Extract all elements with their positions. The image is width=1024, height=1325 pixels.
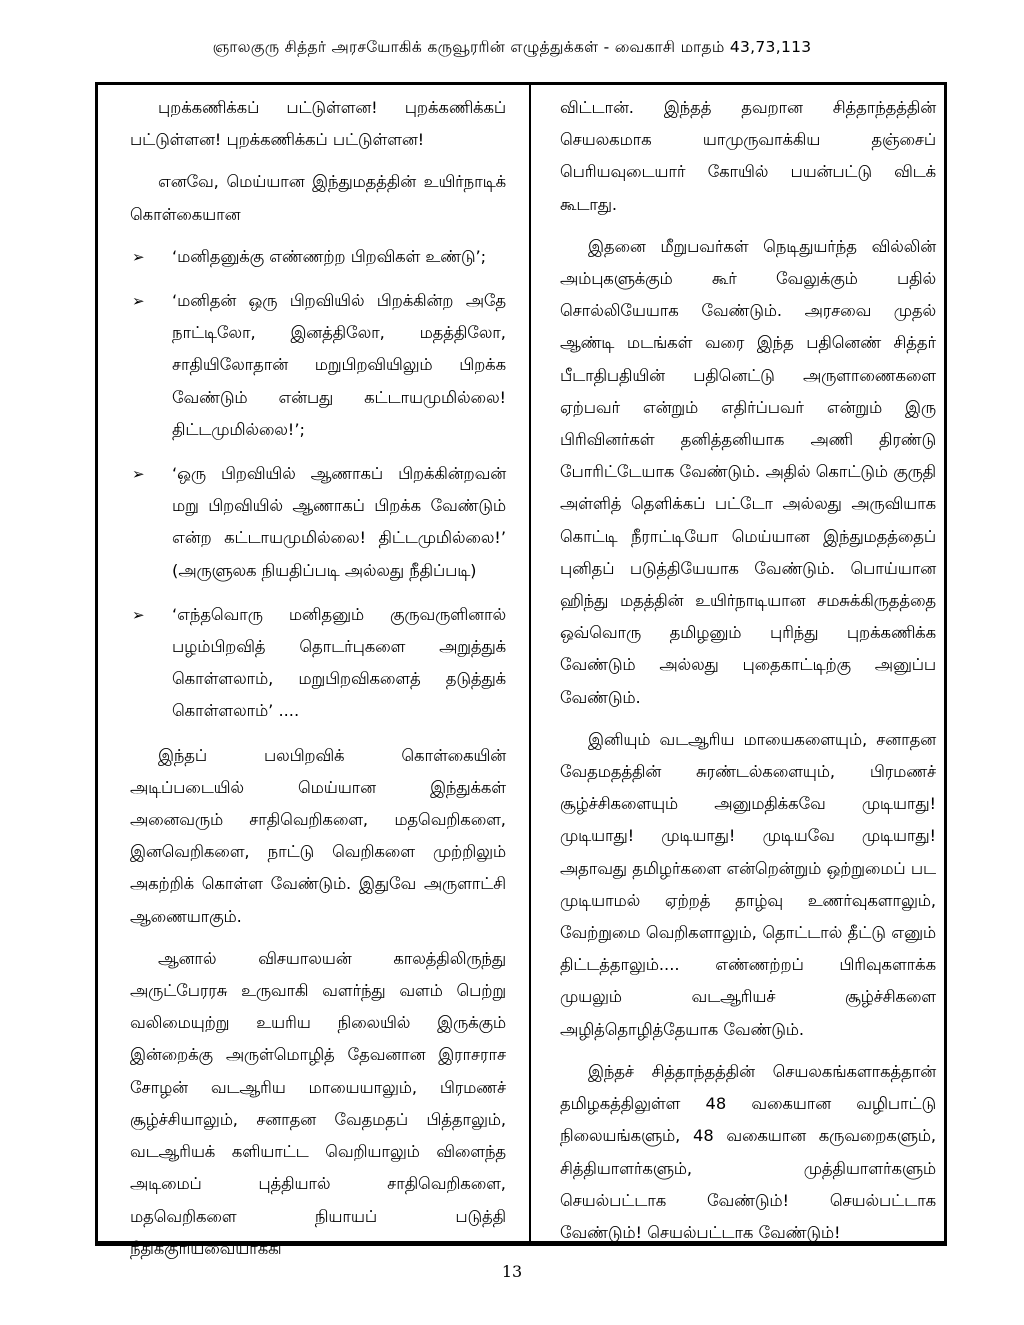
paragraph: விட்டான். இந்தத் தவறான சித்தாந்தத்தின் செயலகமாக யாமுருவாக்கிய தஞ்சைப் பெரியவுடையார் கோயில் பயன்பட்டு விடக் கூடாது. (560, 98, 936, 214)
right-column (560, 92, 936, 1259)
paragraph: இனியும் வடஆரிய மாயைகளையும், சனாதன வேதமதத்தின் சுரண்டல்களையும், பிரமணச் சூழ்ச்சிகளையும் அனுமதிக்கவே முடியாது! முடியாது! முடியாது! முடியவே முடியாது! அதாவது தமிழர்களை என்றென்றும் ஒற்றுமைப் பட முடியாமல் ஏற்றத் தாழ்வு உணர்வுகளாலும், வேற்றுமை வெறிகளாலும், தொட்டால் தீட்டு எனும் திட்டத்தாலும்.... எண்ணற்றப் பிரிவுகளாக்க முயலும் வடஆரியச் சூழ்ச்சிகளை அழித்தொழித்தேயாக வேண்டும். (560, 729, 936, 1039)
paragraph: இதனை மீறுபவர்கள் நெடிதுயர்ந்த வில்லின் அம்புகளுக்கும் கூர் வேலுக்கும் பதில் சொல்லியேயாக வேண்டும். அரசவை முதல் ஆண்டி மடங்கள் வரை இந்த பதினெண் சித்தர் பீடாதிபதியின் பதினெட்டு அருளாணைகளை ஏற்பவர் என்றும் எதிர்ப்பவர் என்றும் இரு பிரிவினர்கள் தனித்தனியாக அணி திரண்டு போரிட்டேயாக வேண்டும். அதில் கொட்டும் குருதி அள்ளித் தெளிக்கப் பட்டோ அல்லது அருவியாக கொட்டி நீராட்டியோ மெய்யான இந்துமதத்தைப் புனிதப் படுத்தியேயாக வேண்டும். பொய்யான ஹிந்து மதத்தின் உயிர்நாடியான சமசுக்கிருதத்தை ஒவ்வொரு தமிழனும் புரிந்து புறக்கணிக்க வேண்டும் அல்லது புதைகாட்டிற்கு அனுப்ப வேண்டும். (560, 236, 936, 707)
bullet-text: ‘எந்தவொரு மனிதனும் குருவருளினால் பழம்பிறவித் தொடர்புகளை அறுத்துக் கொள்ளலாம், மறுபிறவிகளைத் தடுத்துக் கொள்ளலாம்’ .... (172, 604, 506, 721)
paragraph: இந்தப் பலபிறவிக் கொள்கையின் அடிப்படையில் மெய்யான இந்துக்கள் அனைவரும் சாதிவெறிகளை, மதவெறிகளை, இனவெறிகளை, நாட்டு வெறிகளை முற்றிலும் அகற்றிக் கொள்ள வேண்டும். இதுவே அருளாட்சி ஆணையாகும். (130, 745, 506, 926)
bullet-item (130, 599, 506, 728)
arrow-bullet-icon: ➢ (132, 465, 145, 484)
bullet-text: ‘மனிதனுக்கு எண்ணற்ற பிறவிகள் உண்டு’; (172, 246, 487, 266)
page-header: ஞாலகுரு சித்தர் அரசயோகிக் கருவூரரின் எழுத்துக்கள் - வைகாசி மாதம் 43,73,113 (212, 38, 812, 56)
bullet-item (130, 285, 506, 446)
bullet-text: ‘மனிதன் ஒரு பிறவியில் பிறக்கின்ற அதே நாட்டிலோ, இனத்திலோ, மதத்திலோ, சாதியிலோதான் மறுபிறவியிலும் பிறக்க வேண்டும் என்பது கட்டாயமுமில்லை! திட்டமுமில்லை!’; (172, 291, 506, 439)
paragraph: எனவே, மெய்யான இந்துமதத்தின் உயிர்நாடிக் கொள்கையான (130, 172, 506, 224)
bullet-text: ‘ஒரு பிறவியில் ஆணாகப் பிறக்கின்றவன் மறு பிறவியில் ஆணாகப் பிறக்க வேண்டும் என்ற கட்டாயமுமில்லை! திட்டமுமில்லை!’ (அருளுலக நியதிப்படி அல்லது நீதிப்படி) (172, 464, 506, 580)
bullet-item (130, 458, 506, 587)
arrow-bullet-icon: ➢ (132, 247, 145, 266)
bullet-item (130, 241, 506, 273)
paragraph: ஆனால் விசயாலயன் காலத்திலிருந்து அருட்பேரரசு உருவாகி வளர்ந்து வளம் பெற்று வலிமையுற்று உயரிய நிலையில் இருக்கும் இன்றைக்கு அருள்மொழித் தேவனான இராசராச சோழன் வடஆரிய மாயையாலும், பிரமணச் சூழ்ச்சியாலும், சனாதன வேதமதப் பித்தாலும், வடஆரியக் களியாட்ட வெறியாலும் விளைந்த அடிமைப் புத்தியால் சாதிவெறிகளை, மதவெறிகளை நியாயப் படுத்தி நீதிக்குரியவையாக்கி (130, 948, 506, 1258)
paragraph: புறக்கணிக்கப் பட்டுள்ளன! புறக்கணிக்கப் பட்டுள்ளன! புறக்கணிக்கப் பட்டுள்ளன! (130, 98, 506, 150)
paragraph: இந்தச் சித்தாந்தத்தின் செயலகங்களாகத்தான் தமிழகத்திலுள்ள 48 வகையான வழிபாட்டு நிலையங்களும், 48 வகையான கருவறைகளும், சித்தியாளர்களும், முத்தியாளர்களும் செயல்பட்டாக வேண்டும்! செயல்பட்டாக வேண்டும்! செயல்பட்டாக வேண்டும்! (560, 1061, 936, 1242)
arrow-bullet-icon: ➢ (132, 605, 145, 624)
page-number: 13 (501, 1262, 523, 1281)
column-divider (529, 82, 531, 1246)
left-column (130, 92, 506, 1275)
arrow-bullet-icon: ➢ (132, 292, 145, 311)
